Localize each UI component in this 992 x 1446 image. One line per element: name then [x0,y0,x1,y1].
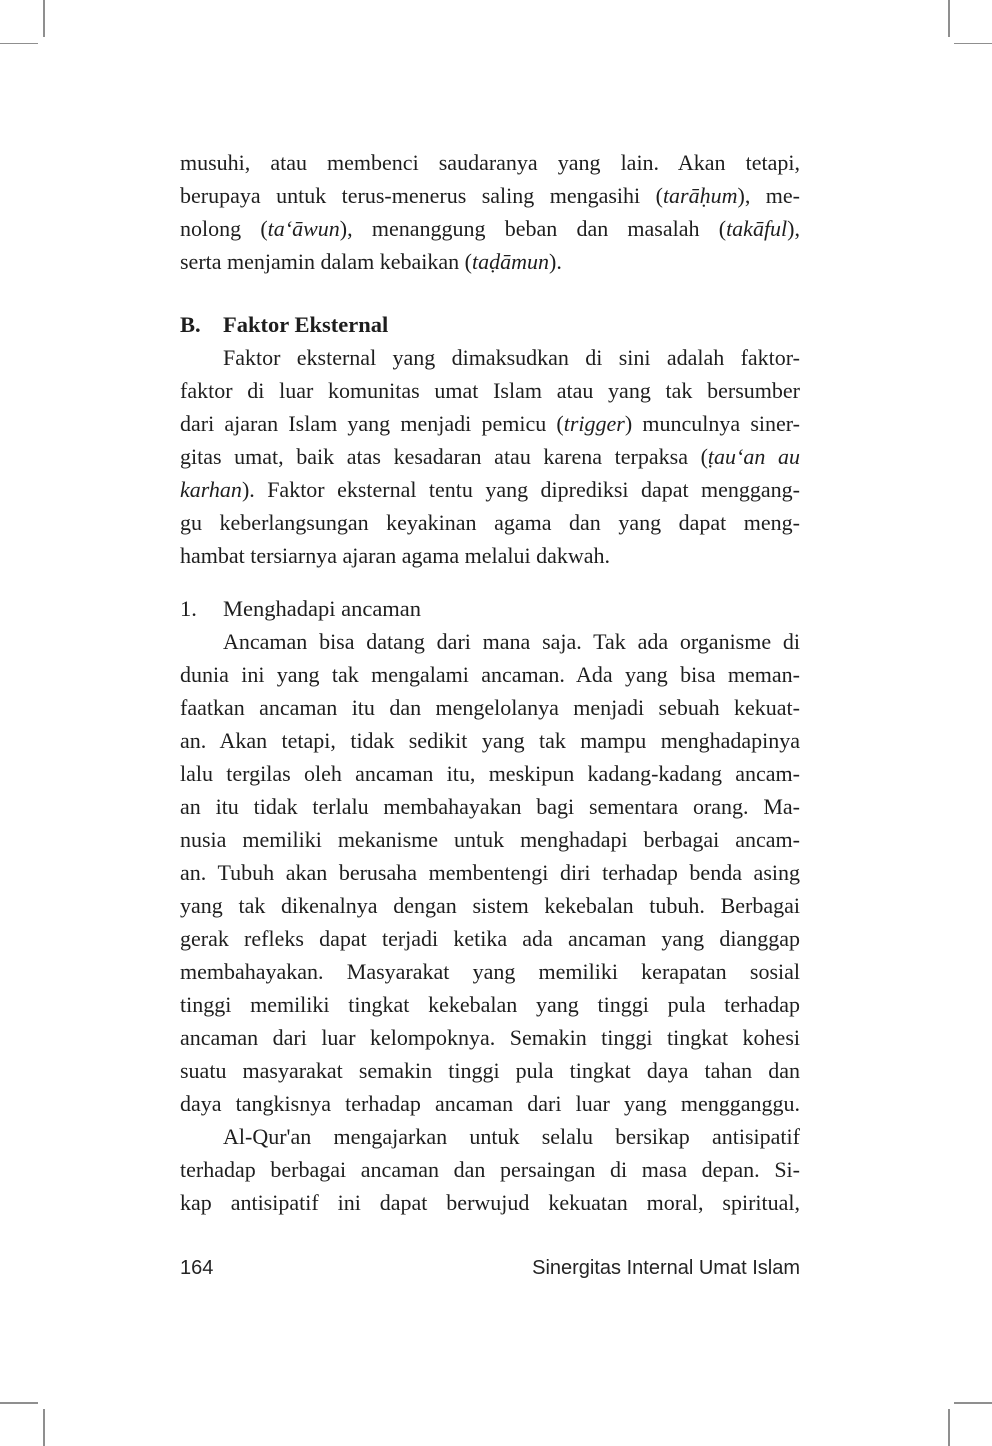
section-heading-title: Faktor Eksternal [223,312,389,337]
text-segment: ), [787,216,800,241]
text-line [180,407,800,440]
text-line [180,955,800,988]
paragraph [180,341,800,572]
italic-text-segment: tarāḥum [662,183,738,208]
text-column [180,146,800,1219]
text-line [180,988,800,1021]
text-segment: Al-Qur'an mengajarkan untuk selalu bersikap antisipatif [223,1124,800,1149]
text-segment: ), menanggung beban dan masalah ( [339,216,727,241]
italic-text-segment: trigger [563,411,625,436]
text-segment: ), me- [737,183,800,208]
text-segment: serta menjamin dalam kebaikan ( [180,249,472,274]
text-segment: musuhi, atau membenci saudaranya yang lain. Akan tetapi, [180,150,800,175]
text-segment: daya tangkisnya terhadap ancaman dari luar yang mengganggu. [180,1091,800,1116]
text-line [180,823,800,856]
text-segment: ). Faktor eksternal tentu yang diprediksi dapat menggang- [241,477,800,502]
italic-text-segment: takāful [726,216,788,241]
italic-text-segment: ta‘āwun [267,216,340,241]
text-segment: an. Tubuh akan berusaha membentengi diri terhadap benda asing [180,860,800,885]
text-line [180,212,800,245]
text-segment: ) munculnya siner- [624,411,800,436]
text-line [180,146,800,179]
crop-mark-bottom-left-horizontal [0,1402,38,1404]
crop-mark-top-right-horizontal [954,43,992,45]
text-line [180,473,800,506]
section-heading [180,592,800,625]
section-heading-label: 1. [180,596,197,621]
text-line [180,1186,800,1219]
text-line [180,889,800,922]
text-line [180,1087,800,1120]
text-segment: Ancaman bisa datang dari mana saja. Tak ada organisme di [223,629,800,654]
text-segment: gerak refleks dapat terjadi ketika ada ancaman yang dianggap [180,926,800,951]
text-line [180,1153,800,1186]
text-segment: nolong ( [180,216,268,241]
crop-mark-top-right-vertical [948,0,950,37]
text-segment: an itu tidak terlalu membahayakan bagi sementara orang. Ma- [180,794,800,819]
text-segment: Faktor eksternal yang dimaksudkan di sini adalah faktor- [223,345,800,370]
text-line [180,691,800,724]
text-segment: kap antisipatif ini dapat berwujud kekuatan moral, spiritual, [180,1190,800,1215]
paragraph [180,625,800,1120]
paragraph [180,146,800,278]
text-segment: faktor di luar komunitas umat Islam atau yang tak bersumber [180,378,800,403]
text-segment: terhadap berbagai ancaman dan persaingan di masa depan. Si- [180,1157,800,1182]
text-segment: membahayakan. Masyarakat yang memiliki kerapatan sosial [180,959,800,984]
text-segment: suatu masyarakat semakin tinggi pula tingkat daya tahan dan [180,1058,800,1083]
text-line [180,506,800,539]
text-line [180,790,800,823]
text-line [180,1021,800,1054]
text-line [180,658,800,691]
crop-mark-top-left-horizontal [0,43,38,45]
running-title: Sinergitas Internal Umat Islam [532,1257,800,1279]
page-number: 164 [180,1257,214,1279]
text-line [180,245,800,278]
section-heading-label: B. [180,312,201,337]
text-segment: dari ajaran Islam yang menjadi pemicu ( [180,411,564,436]
paragraph [180,1120,800,1219]
text-line [180,1054,800,1087]
text-line [180,374,800,407]
crop-mark-bottom-right-vertical [948,1409,950,1446]
crop-mark-bottom-left-vertical [43,1409,45,1446]
text-segment: an. Akan tetapi, tidak sedikit yang tak mampu menghadapinya [180,728,800,753]
text-segment: ). [549,249,562,274]
section-heading-title: Menghadapi ancaman [223,596,422,621]
text-line [180,625,800,658]
text-line [180,724,800,757]
crop-mark-bottom-right-horizontal [954,1402,992,1404]
text-segment: tinggi memiliki tingkat kekebalan yang tinggi pula terhadap [180,992,800,1017]
text-segment: dunia ini yang tak mengalami ancaman. Ada yang bisa meman- [180,662,800,687]
crop-mark-top-left-vertical [43,0,45,37]
text-segment: gu keberlangsungan keyakinan agama dan yang dapat meng- [180,510,800,535]
text-line [180,856,800,889]
text-segment: faatkan ancaman itu dan mengelolanya menjadi sebuah kekuat- [180,695,800,720]
text-line [180,179,800,212]
text-line [180,757,800,790]
text-line [180,341,800,374]
text-line [180,440,800,473]
text-segment: gitas umat, baik atas kesadaran atau karena terpaksa ( [180,444,708,469]
italic-text-segment: karhan [180,477,242,502]
text-segment: ancaman dari luar kelompoknya. Semakin tinggi tingkat kohesi [180,1025,800,1050]
text-segment: lalu tergilas oleh ancaman itu, meskipun kadang-kadang ancam- [180,761,800,786]
text-line [180,922,800,955]
italic-text-segment: taḍāmun [472,249,549,274]
page-footer [180,1257,800,1280]
text-line [180,1120,800,1153]
italic-text-segment: ṭau‘an au [707,444,800,469]
text-segment: berupaya untuk terus-menerus saling mengasihi ( [180,183,663,208]
text-line [180,539,800,572]
section-heading [180,308,800,341]
text-segment: yang tak dikenalnya dengan sistem kekebalan tubuh. Berbagai [180,893,800,918]
text-segment: nusia memiliki mekanisme untuk menghadapi berbagai ancam- [180,827,800,852]
text-segment: hambat tersiarnya ajaran agama melalui dakwah. [180,543,611,568]
